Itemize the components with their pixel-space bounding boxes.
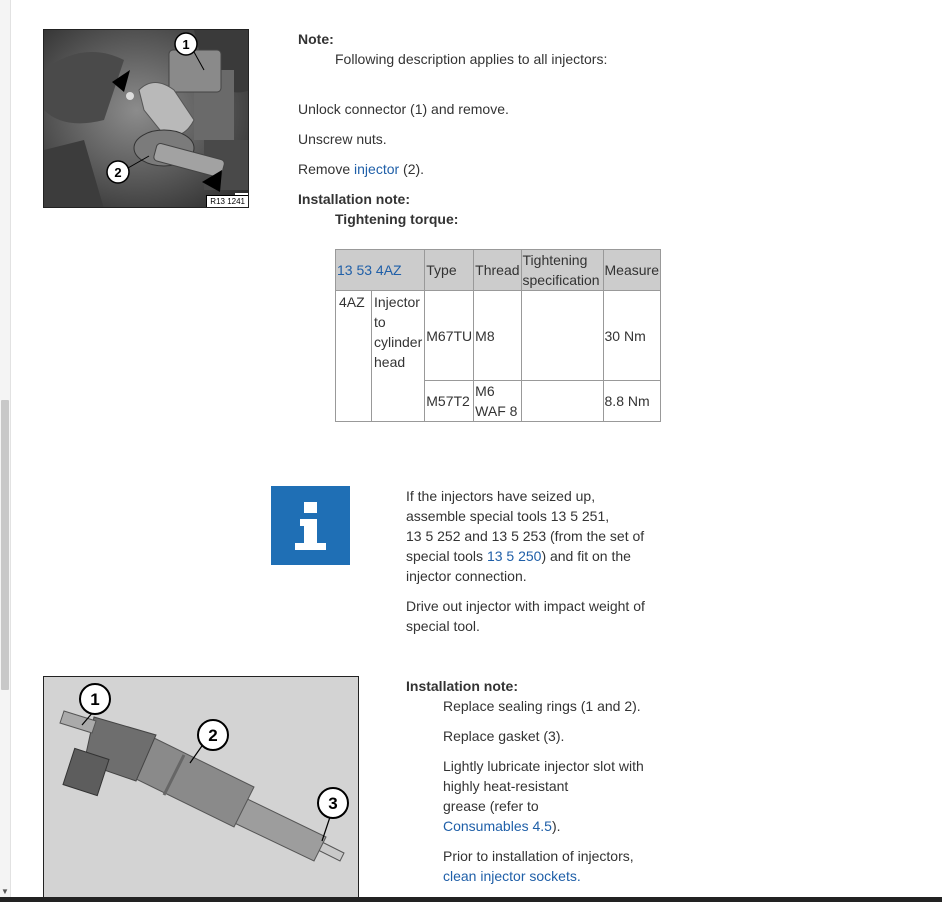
replace-gasket: Replace gasket (3). — [443, 728, 565, 744]
row1-thread: M8 — [474, 291, 521, 381]
header-code — [336, 250, 425, 291]
clean-sockets-line: clean injector sockets. — [443, 868, 581, 884]
header-spec: Tightening specification — [521, 250, 603, 291]
consumables-link[interactable]: Consumables 4.5 — [443, 818, 552, 834]
info-icon — [271, 486, 350, 565]
row1-measure: 30 Nm — [603, 291, 660, 381]
torque-table-header — [336, 250, 661, 291]
row2-spec — [521, 381, 603, 422]
code-link[interactable]: 13 53 4AZ — [337, 262, 402, 278]
figure-injector — [43, 676, 359, 902]
tightening-torque-label: Tightening torque: — [335, 211, 459, 227]
row2-measure: 8.8 Nm — [603, 381, 660, 422]
bottom-edge-bar — [0, 897, 942, 902]
torque-table — [335, 249, 661, 422]
step-remove-injector — [298, 159, 424, 179]
lubricate-line-2: highly heat-resistant — [443, 778, 569, 794]
header-thread: Thread — [474, 250, 521, 291]
row2-thread: M6 WAF 8 — [474, 381, 521, 422]
installation-note-label: Installation note: — [298, 191, 410, 207]
step-unscrew-nuts: Unscrew nuts. — [298, 131, 387, 147]
consumables-line: Consumables 4.5). — [443, 818, 561, 834]
lubricate-line-3: grease (refer to — [443, 798, 539, 814]
step-unlock-connector: Unlock connector (1) and remove. — [298, 101, 509, 117]
figure1-reference: R13 1241 — [206, 195, 248, 207]
injector-link[interactable]: injector — [354, 161, 400, 177]
info-line-4: special tools 13 5 250) and fit on the — [406, 548, 631, 564]
figure2-callout-2: 2 — [208, 726, 218, 745]
scrollbar-thumb[interactable] — [1, 400, 9, 690]
special-tools-link[interactable]: 13 5 250 — [486, 548, 542, 564]
drive-out-line-1: Drive out injector with impact weight of — [406, 598, 645, 614]
note-text: Following description applies to all injectors: — [335, 51, 608, 67]
figure2-callout-3: 3 — [328, 794, 338, 813]
row1-spec — [521, 291, 603, 381]
header-measure: Measure — [603, 250, 660, 291]
prior-installation: Prior to installation of injectors, — [443, 848, 634, 864]
replace-sealing-rings: Replace sealing rings (1 and 2). — [443, 698, 641, 714]
clean-injector-sockets-link[interactable]: clean injector sockets — [443, 868, 577, 884]
group-code: 4AZ — [336, 291, 372, 422]
note-label: Note: — [298, 31, 334, 47]
figure1-callout-1: 1 — [182, 37, 190, 52]
installation-note-2-label: Installation note: — [406, 678, 518, 694]
drive-out-line-2: special tool. — [406, 618, 480, 634]
table-row — [336, 291, 661, 381]
info-line-2: assemble special tools 13 5 251, — [406, 508, 610, 524]
figure1-callout-2: 2 — [114, 165, 122, 180]
scroll-down-arrow-icon[interactable]: ▼ — [1, 887, 9, 896]
remove-prefix: Remove — [298, 161, 355, 177]
info-line-1: If the injectors have seized up, — [406, 488, 596, 504]
figure-injector-engine — [43, 29, 249, 208]
figure2-callout-1: 1 — [90, 690, 100, 709]
header-type: Type — [425, 250, 474, 291]
remove-suffix: (2). — [399, 161, 425, 177]
vertical-scrollbar[interactable] — [0, 0, 11, 902]
row2-type: M57T2 — [425, 381, 474, 422]
info-line-5: injector connection. — [406, 568, 527, 584]
lubricate-line-1: Lightly lubricate injector slot with — [443, 758, 644, 774]
row1-type: M67TU — [425, 291, 474, 381]
info-line-3: 13 5 252 and 13 5 253 (from the set of — [406, 528, 645, 544]
description: Injector to cylinder head — [372, 291, 425, 422]
